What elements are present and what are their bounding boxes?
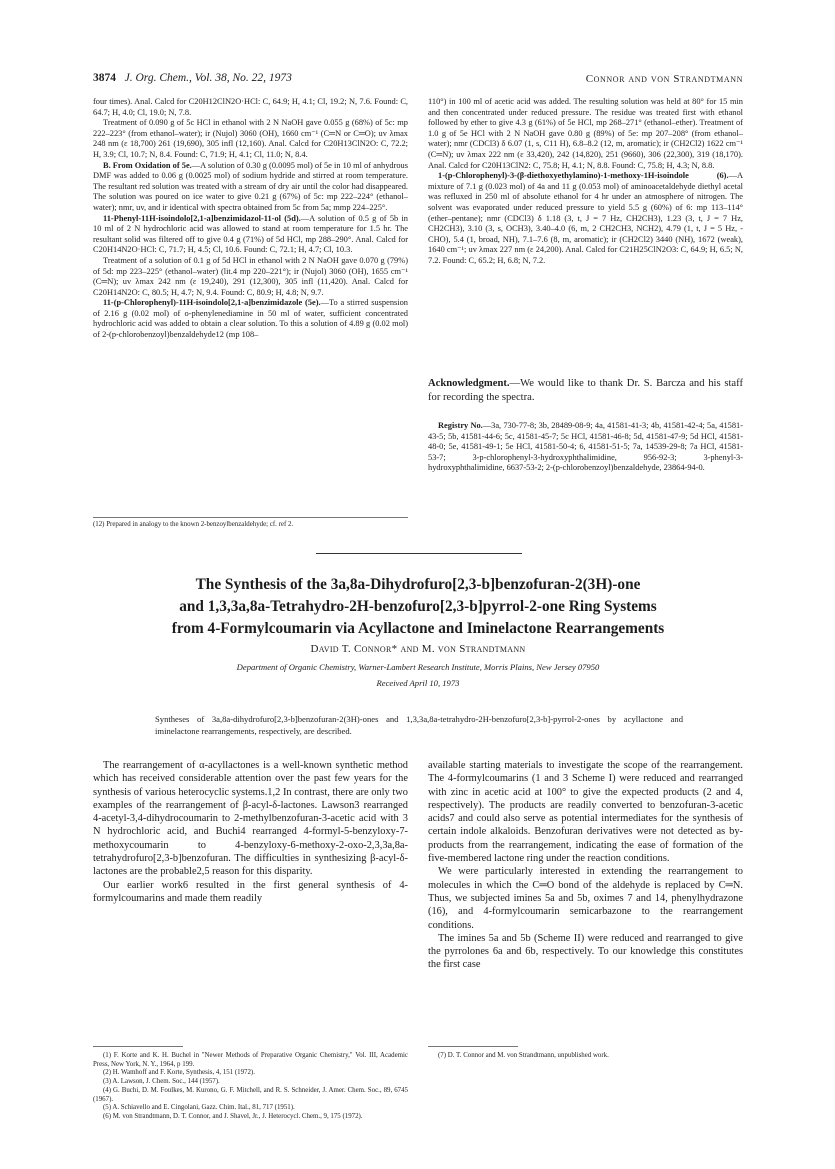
paragraph-heading: B. From Oxidation of 5e. [103,160,192,170]
article-authors: David T. Connor* and M. von Strandtmann [310,643,526,655]
paragraph-heading: 11-(p-Chlorophenyl)-11H-isoindolo[2,1-a]benzimidazole (5e). [103,298,321,308]
received-date: Received April 10, 1973 [376,678,460,688]
running-head [93,72,743,86]
title-line: and 1,3,3a,8a-Tetrahydro-2H-benzofuro[2,3-b]pyrrol-2-one Ring Systems [179,598,657,615]
paragraph-heading: 1-(p-Chlorophenyl)-3-(β-diethoxyethylamino)-1-methoxy-1H-isoindole (6). [438,171,729,181]
paragraph-text: —A solution of 0.30 g (0.0095 mol) of 5e in 10 ml of anhydrous DMF was added to 0.06 g (0.0025 mol) of sodium hydride and stirred at room temperature. The resultant red solution was treated with a stream of dry air until the color had disappeared. The solution was poured on ice water to give 0.21 g (67%) of 5c: mp 222–224° (ethanol–water); nmr, uv, and ir identical with spectra obtained from 5c from 5a; mmp 224–225°. [93,160,409,212]
article-title [93,574,743,640]
page-number: 3874 [93,72,116,84]
article-separator [316,553,522,554]
body-column-right [428,759,743,972]
title-line: from 4-Formylcoumarin via Acyllactone and Iminelactone Rearrangements [171,620,665,637]
paragraph: Our earlier work6 resulted in the first general synthesis of 4-formylcoumarins and made them readily [93,879,408,904]
registry-numbers [428,421,743,474]
footnote: (5) A. Schiavello and E. Cingolani, Gazz. Chim. Ital., 81, 717 (1951). [103,1104,295,1112]
journal-citation: J. Org. Chem., Vol. 38, No. 22, 1973 [124,72,292,84]
running-head-authors [586,73,743,85]
paragraph: available starting materials to investigate the scope of the rearrangement. The 4-formylcoumarins (1 and 3 Scheme I) were reduced and rearranged with zinc in acetic acid at 100° to give the expected products (2 and 4, respectively). The products are readily converted to benzofuran-3-acetic acids7 and could also serve as potential intermediates for the synthesis of certain indole alkaloids. Benzofuran derivatives were not detected as by-products from the rearrangement, indicating the ease of formation of the five-membered lactone ring under the reaction conditions. [428,760,743,865]
paragraph-text: —A mixture of 7.1 g (0.023 mol) of 4a and 11 g (0.053 mol) of aminoacetaldehyde diethyl acetal was refluxed in 250 ml of absolute ethanol for 4 hr under an atmosphere of nitrogen. The solvent was evaporated under reduced pressure to yield 5.5 g (60%) of 6: mp 113–114° (ether–pentane); nmr (CDCl3) δ 1.18 (3, t, J = 7 Hz, CH2CH3), 1.23 (3, t, J = 7 Hz, CH2CH3), 3.10 (3, s, OCH3), 3.40–4.0 (6, m, 2 CH2CH3, NCH2), 4.79 (1, t, J = 5 Hz, -CHO), 5.4 (1, broad, NH), 7.1–7.6 (8, m, aromatic); ir (CH2Cl2) 3440 (NH), 1672 (weak), 1640 cm⁻¹; uv λmax 227 nm (ε 24,200). Anal. Calcd for C21H25ClN2O3: C, 64.9; H, 6.5; N, 7.2. Found: C, 65.2; H, 6.8; N, 7.2. [428,171,743,265]
acknowledgment-heading: Acknowledgment. [428,378,510,389]
acknowledgment-text: —We would like to thank Dr. S. Barcza and his staff for recording the spectra. [428,378,743,403]
paragraph-text: —A solution of 0.5 g of 5b in 10 ml of 2 N hydrochloric acid was allowed to stand at room temperature for 1.5 hr. The resultant solid was filtered off to give 0.4 g (71%) of 5d HCl, mp 288–290°. Anal. Calcd for C20H14N2O·HCl: C, 71.7; H, 4.5; Cl, 10.6. Found: C, 72.1; H, 4.7; Cl, 10.3. [93,213,408,255]
experimental-column-left [93,97,408,341]
paragraph-text: —To a stirred suspension of 2.16 g (0.02 mol) of o-phenylenediamine in 50 ml of water, sufficient concentrated hydrochloric acid was added to obtain a clear solution. To this a solution of 4.89 g (0.02 mol) of 2-(p-chlorobenzoyl)benzaldehyde12 (mp 108– [93,298,408,340]
paragraph: The rearrangement of α-acyllactones is a well-known synthetic method which has received considerable attention over the past few years for the synthesis of various heterocyclic systems.1,2 In contrast, there are only two examples of the rearrangement of β-acyl-δ-lactones. Lawson3 rearranged 4-acetyl-3,4-dihydrocoumarin to 2-methylbenzofuran-3-acetic acid with 3 N hydrochloric acid, and Buchi4 rearranged 4-formyl-5-benzyloxy-7-methoxycoumarin to 4-benzyloxy-6-methoxy-2-oxo-2,3,3a,8a-tetrahydrofuro[2,3-b]benzofuran. The difficulties in synthesizing β-acyl-δ-lactones are the probable2,5 reason for this disparity. [93,760,408,878]
paragraph: four times). Anal. Calcd for C20H12ClN2O·HCl: C, 64.9; H, 4.1; Cl, 19.2; N, 7.6. Found: C, 64.7; H, 4.0; Cl, 19.0; N, 7.8. [93,97,408,117]
acknowledgment [428,377,743,404]
footnote-rule [428,1046,518,1047]
paragraph [428,421,743,474]
footnote-rule [93,517,408,518]
paragraph [428,171,743,266]
page-header-left [93,72,292,84]
affiliation: Department of Organic Chemistry, Warner-Lambert Research Institute, Morris Plains, New Jersey 07950 [236,662,600,672]
registry-heading: Registry No. [438,421,483,430]
paragraph: Treatment of 0.090 g of 5c HCl in ethanol with 2 N NaOH gave 0.055 g (68%) of 5c: mp 222–223° (from ethanol–water); ir (Nujol) 3060 (OH), 1660 cm⁻¹ (C═N or C═O); uv λmax 248 nm (ε 18,700) 261 (19,690), 305 infl (12,160). Anal. Calcd for C20H13ClN2O: C, 72.2; H, 3.9; Cl, 10.7; N, 8.4. Found: C, 71.9; H, 4.1; Cl, 11.0; N, 8.4. [93,118,408,159]
paragraph: Treatment of a solution of 0.1 g of 5d HCl in ethanol with 2 N NaOH gave 0.070 g (79%) of 5d: mp 223–225° (ethanol–water) (lit.4 mp 220–221°); ir (Nujol) 3060 (OH), 1655 cm⁻¹ (C═N); uv λmax 242 nm (ε 19,240), 291 (12,300), 305 infl (11,420). Anal. Calcd for C20H14N2O: C, 80.5; H, 4.7; N, 9.4. Found: C, 80.9; H, 4.8; N, 9.7. [93,255,408,297]
header-authors: Connor and von Strandtmann [585,73,743,85]
footnote: (2) H. Wamhoff and F. Korte, Synthesis, 4, 151 (1972). [103,1069,255,1077]
footnotes-right [428,1052,743,1061]
body-column-left [93,759,408,905]
footnote: (4) G. Buchi, D. M. Foulkes, M. Kurono, G. F. Mitchell, and R. S. Schneider, J. Amer. Chem. Soc., 89, 6745 (1967). [93,1086,408,1103]
footnote: (7) D. T. Connor and M. von Strandtmann, unpublished work. [438,1052,609,1059]
paragraph [93,161,408,214]
footnote: (3) A. Lawson, J. Chem. Soc., 144 (1957). [103,1078,220,1086]
footnote: (1) F. Korte and K. H. Buchel in "Newer Methods of Preparative Organic Chemistry," Vol. III, Academic Press, New York, N. Y., 1964, p 199. [93,1052,408,1068]
registry-text: —3a, 730-77-8; 3b, 28489-08-9; 4a, 41581-41-3; 4b, 41581-42-4; 5a, 41581-43-5; 5b, 41581-44-6; 5c, 41581-45-7; 5c HCl, 41581-46-8; 5d, 41581-47-9; 5d HCl, 41581-48-0; 5e, 41581-49-1; 5e HCl, 41581-50-4; 6, 41581-51-5; 7a, 14539-29-8; 7a HCl, 41581-53-7; 3-p-chlorophenyl-3-hydroxyphthalimidine, 956-92-3; 3-phenyl-3-hydroxyphthalimidine, 6637-53-2; 2-(p-chlorobenzoyl)benzaldehyde, 23864-94-0. [428,421,744,473]
experimental-column-right [428,97,743,267]
paragraph: We were particularly interested in extending the rearrangement to molecules in which the C═O bond of the aldehyde is replaced by C═N. Thus, we subjected imines 5a and 5b, oximes 7 and 14, phenylhydrazone (16), and 4-formylcoumarin semicarbazone to the rearrangement conditions. [428,866,743,931]
footnote-12: (12) Prepared in analogy to the known 2-benzoylbenzaldehyde; cf. ref 2. [93,521,294,528]
footnote: (6) M. von Strandtmann, D. T. Connor, and J. Shavel, Jr., J. Heterocycl. Chem., 9, 175 (1972). [103,1112,363,1120]
footnotes-left [93,1052,408,1122]
paragraph: 110°) in 100 ml of acetic acid was added. The resulting solution was held at 80° for 15 min and then concentrated under reduced pressure. The residue was treated first with ethanol followed by ether to give 4.3 g (61%) of 5e HCl, mp 268–271° (ethanol–ether). Treatment of 1.0 g of 5e HCl with 2 N NaOH gave 0.80 g (89%) of 5e: mp 207–208° (from ethanol–water); nmr (CDCl3) δ 6.07 (1, s, C11 H), 6.8–8.2 (12, m, aromatic); ir (CH2Cl2) 1622 cm⁻¹ (C═N); uv λmax 222 nm (ε 33,420), 242 (14,820), 251 (9660), 306 (22,300), 319 (18,170). Anal. Calcd for C20H13ClN2: C, 75.8; H, 4.1; N, 8.8. Found: C, 75.8; H, 4.3; N, 8.8. [428,97,743,170]
footnote-rule [93,1046,183,1047]
paragraph-heading: 11-Phenyl-11H-isoindolo[2,1-a]benzimidazol-11-ol (5d). [103,213,301,223]
paragraph [93,298,408,340]
paragraph: The imines 5a and 5b (Scheme II) were reduced and rearranged to give the pyrrolones 6a and 6b, respectively. To our knowledge this constitutes the first case [428,932,743,971]
title-line: The Synthesis of the 3a,8a-Dihydrofuro[2,3-b]benzofuran-2(3H)-one [195,576,641,593]
paragraph [93,214,408,256]
abstract: Syntheses of 3a,8a-dihydrofuro[2,3-b]benzofuran-2(3H)-ones and 1,3,3a,8a-tetrahydro-2H-benzofuro[2,3-b]-pyrrol-2-ones by acyllactone and iminelactone rearrangements, respectively, are described. [155,714,683,736]
